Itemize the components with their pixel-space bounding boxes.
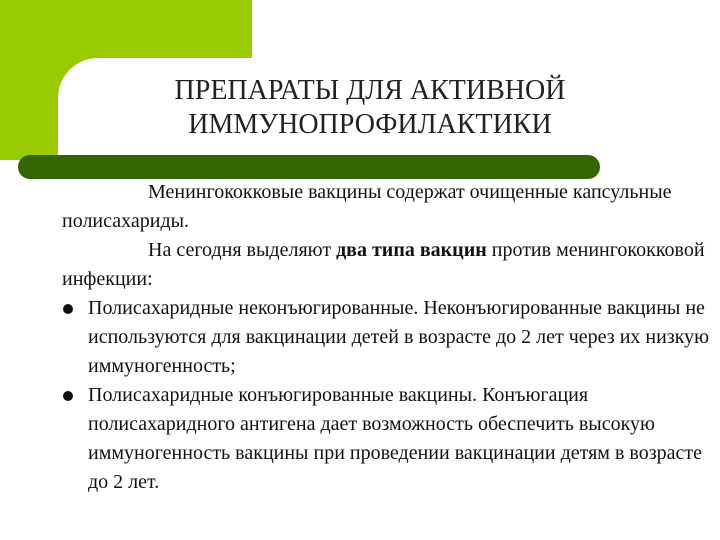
paragraph-2 — [62, 236, 712, 294]
paragraph-2-lead: На сегодня выделяют — [148, 239, 337, 261]
accent-bar — [18, 155, 600, 179]
list-item-text: Полисахаридные конъюгированные вакцины. Конъюгация полисахаридного антигена дает возможность обеспечить высокую иммуногенность вакцины при проведении вакцинации детям в возрасте до 2 лет. — [88, 384, 702, 493]
slide-title-line-1: ПРЕПАРАТЫ ДЛЯ АКТИВНОЙ — [174, 75, 566, 106]
list-item-text: Полисахаридные неконъюгированные. Неконъюгированные вакцины не используются для вакцинации детей в возрасте до 2 лет через их низкую иммуногенность; — [88, 297, 710, 377]
list-item — [62, 294, 712, 381]
paragraph-1: Менингококковые вакцины содержат очищенные капсульные полисахариды. — [62, 181, 672, 232]
list-item — [62, 381, 712, 497]
slide-title — [100, 74, 640, 142]
bullet-dot-icon — [63, 391, 73, 401]
paragraph-2-emphasis: два типа вакцин — [336, 239, 487, 261]
bullet-dot-icon — [63, 304, 73, 314]
slide-title-line-2: ИММУНОПРОФИЛАКТИКИ — [188, 109, 552, 140]
vaccine-type-list — [62, 294, 712, 497]
paragraph-2-tail: против менингококковой инфекции: — [62, 239, 705, 290]
slide-body — [62, 178, 712, 497]
